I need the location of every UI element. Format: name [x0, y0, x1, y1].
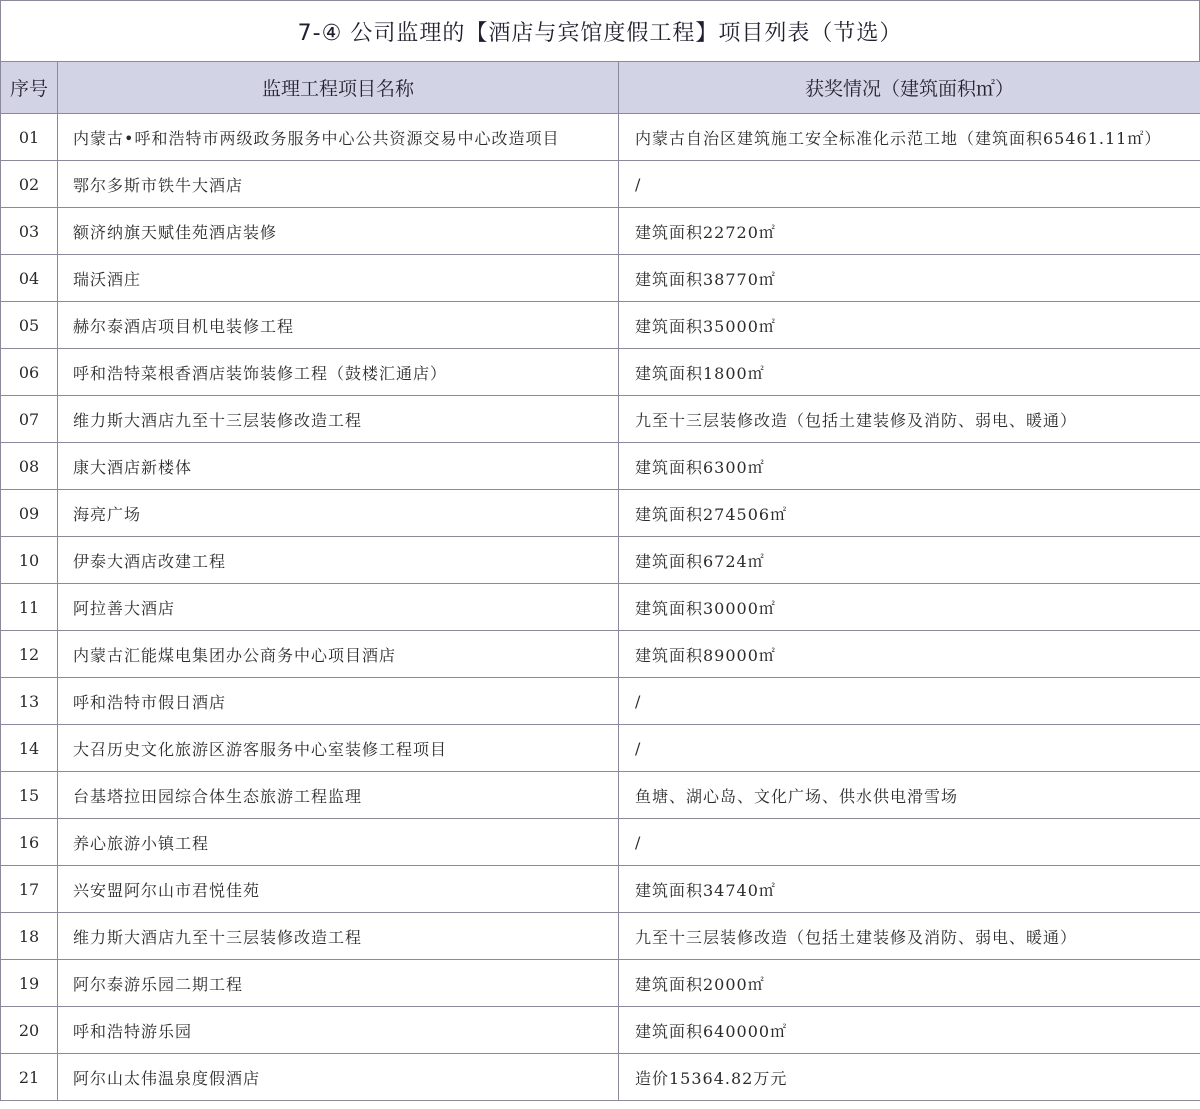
award-cell: 建筑面积640000㎡	[619, 1007, 1200, 1054]
award-cell: /	[619, 725, 1200, 772]
award-cell: 建筑面积1800㎡	[619, 349, 1200, 396]
award-cell: 建筑面积6300㎡	[619, 443, 1200, 490]
project-name-cell: 伊泰大酒店改建工程	[58, 537, 619, 584]
table-header	[1, 62, 1200, 114]
project-name-cell: 阿尔山太伟温泉度假酒店	[58, 1054, 619, 1101]
row-number-cell: 20	[1, 1007, 58, 1054]
table-row	[1, 772, 1200, 819]
project-name-cell: 额济纳旗天赋佳苑酒店装修	[58, 208, 619, 255]
table-row	[1, 255, 1200, 302]
row-number-cell: 02	[1, 161, 58, 208]
project-name-cell: 阿尔泰游乐园二期工程	[58, 960, 619, 1007]
table-body	[1, 114, 1200, 1101]
award-cell: 建筑面积6724㎡	[619, 537, 1200, 584]
row-number-cell: 07	[1, 396, 58, 443]
row-number-cell: 05	[1, 302, 58, 349]
table-row	[1, 819, 1200, 866]
project-name-cell: 鄂尔多斯市铁牛大酒店	[58, 161, 619, 208]
table-title: 7-④ 公司监理的【酒店与宾馆度假工程】项目列表（节选）	[0, 0, 1200, 61]
project-table	[0, 61, 1200, 1101]
row-number-cell: 19	[1, 960, 58, 1007]
table-row	[1, 302, 1200, 349]
project-name-cell: 康大酒店新楼体	[58, 443, 619, 490]
row-number-cell: 18	[1, 913, 58, 960]
table-row	[1, 114, 1200, 161]
row-number-cell: 11	[1, 584, 58, 631]
table-row	[1, 631, 1200, 678]
table-row	[1, 584, 1200, 631]
project-name-cell: 内蒙古汇能煤电集团办公商务中心项目酒店	[58, 631, 619, 678]
project-name-cell: 兴安盟阿尔山市君悦佳苑	[58, 866, 619, 913]
row-number-cell: 12	[1, 631, 58, 678]
award-cell: 鱼塘、湖心岛、文化广场、供水供电滑雪场	[619, 772, 1200, 819]
column-header-number: 序号	[1, 62, 58, 114]
table-row	[1, 208, 1200, 255]
award-cell: 九至十三层装修改造（包括土建装修及消防、弱电、暖通）	[619, 396, 1200, 443]
column-header-project-name: 监理工程项目名称	[58, 62, 619, 114]
table-row	[1, 161, 1200, 208]
table-row	[1, 490, 1200, 537]
award-cell: /	[619, 161, 1200, 208]
row-number-cell: 03	[1, 208, 58, 255]
row-number-cell: 08	[1, 443, 58, 490]
project-name-cell: 维力斯大酒店九至十三层装修改造工程	[58, 396, 619, 443]
row-number-cell: 01	[1, 114, 58, 161]
award-cell: 建筑面积2000㎡	[619, 960, 1200, 1007]
table-row	[1, 396, 1200, 443]
project-name-cell: 呼和浩特市假日酒店	[58, 678, 619, 725]
table-row	[1, 913, 1200, 960]
row-number-cell: 16	[1, 819, 58, 866]
project-name-cell: 台基塔拉田园综合体生态旅游工程监理	[58, 772, 619, 819]
row-number-cell: 14	[1, 725, 58, 772]
project-name-cell: 海亮广场	[58, 490, 619, 537]
row-number-cell: 17	[1, 866, 58, 913]
award-cell: 建筑面积38770㎡	[619, 255, 1200, 302]
row-number-cell: 04	[1, 255, 58, 302]
row-number-cell: 09	[1, 490, 58, 537]
table-row	[1, 960, 1200, 1007]
award-cell: 建筑面积35000㎡	[619, 302, 1200, 349]
project-name-cell: 阿拉善大酒店	[58, 584, 619, 631]
award-cell: 建筑面积30000㎡	[619, 584, 1200, 631]
table-row	[1, 1054, 1200, 1101]
project-name-cell: 内蒙古•呼和浩特市两级政务服务中心公共资源交易中心改造项目	[58, 114, 619, 161]
header-row	[1, 62, 1200, 114]
award-cell: 造价15364.82万元	[619, 1054, 1200, 1101]
project-name-cell: 养心旅游小镇工程	[58, 819, 619, 866]
row-number-cell: 13	[1, 678, 58, 725]
row-number-cell: 10	[1, 537, 58, 584]
award-cell: /	[619, 819, 1200, 866]
award-cell: 内蒙古自治区建筑施工安全标准化示范工地（建筑面积65461.11㎡）	[619, 114, 1200, 161]
table-row	[1, 678, 1200, 725]
table-row	[1, 866, 1200, 913]
project-name-cell: 大召历史文化旅游区游客服务中心室装修工程项目	[58, 725, 619, 772]
project-name-cell: 维力斯大酒店九至十三层装修改造工程	[58, 913, 619, 960]
row-number-cell: 21	[1, 1054, 58, 1101]
table-row	[1, 537, 1200, 584]
column-header-award: 获奖情况（建筑面积㎡）	[619, 62, 1200, 114]
award-cell: 建筑面积22720㎡	[619, 208, 1200, 255]
table-row	[1, 725, 1200, 772]
project-name-cell: 呼和浩特菜根香酒店装饰装修工程（鼓楼汇通店）	[58, 349, 619, 396]
project-name-cell: 赫尔泰酒店项目机电装修工程	[58, 302, 619, 349]
award-cell: 建筑面积89000㎡	[619, 631, 1200, 678]
table-row	[1, 349, 1200, 396]
award-cell: 九至十三层装修改造（包括土建装修及消防、弱电、暖通）	[619, 913, 1200, 960]
project-name-cell: 瑞沃酒庄	[58, 255, 619, 302]
table-row	[1, 1007, 1200, 1054]
row-number-cell: 06	[1, 349, 58, 396]
award-cell: 建筑面积274506㎡	[619, 490, 1200, 537]
award-cell: 建筑面积34740㎡	[619, 866, 1200, 913]
row-number-cell: 15	[1, 772, 58, 819]
award-cell: /	[619, 678, 1200, 725]
table-row	[1, 443, 1200, 490]
project-name-cell: 呼和浩特游乐园	[58, 1007, 619, 1054]
